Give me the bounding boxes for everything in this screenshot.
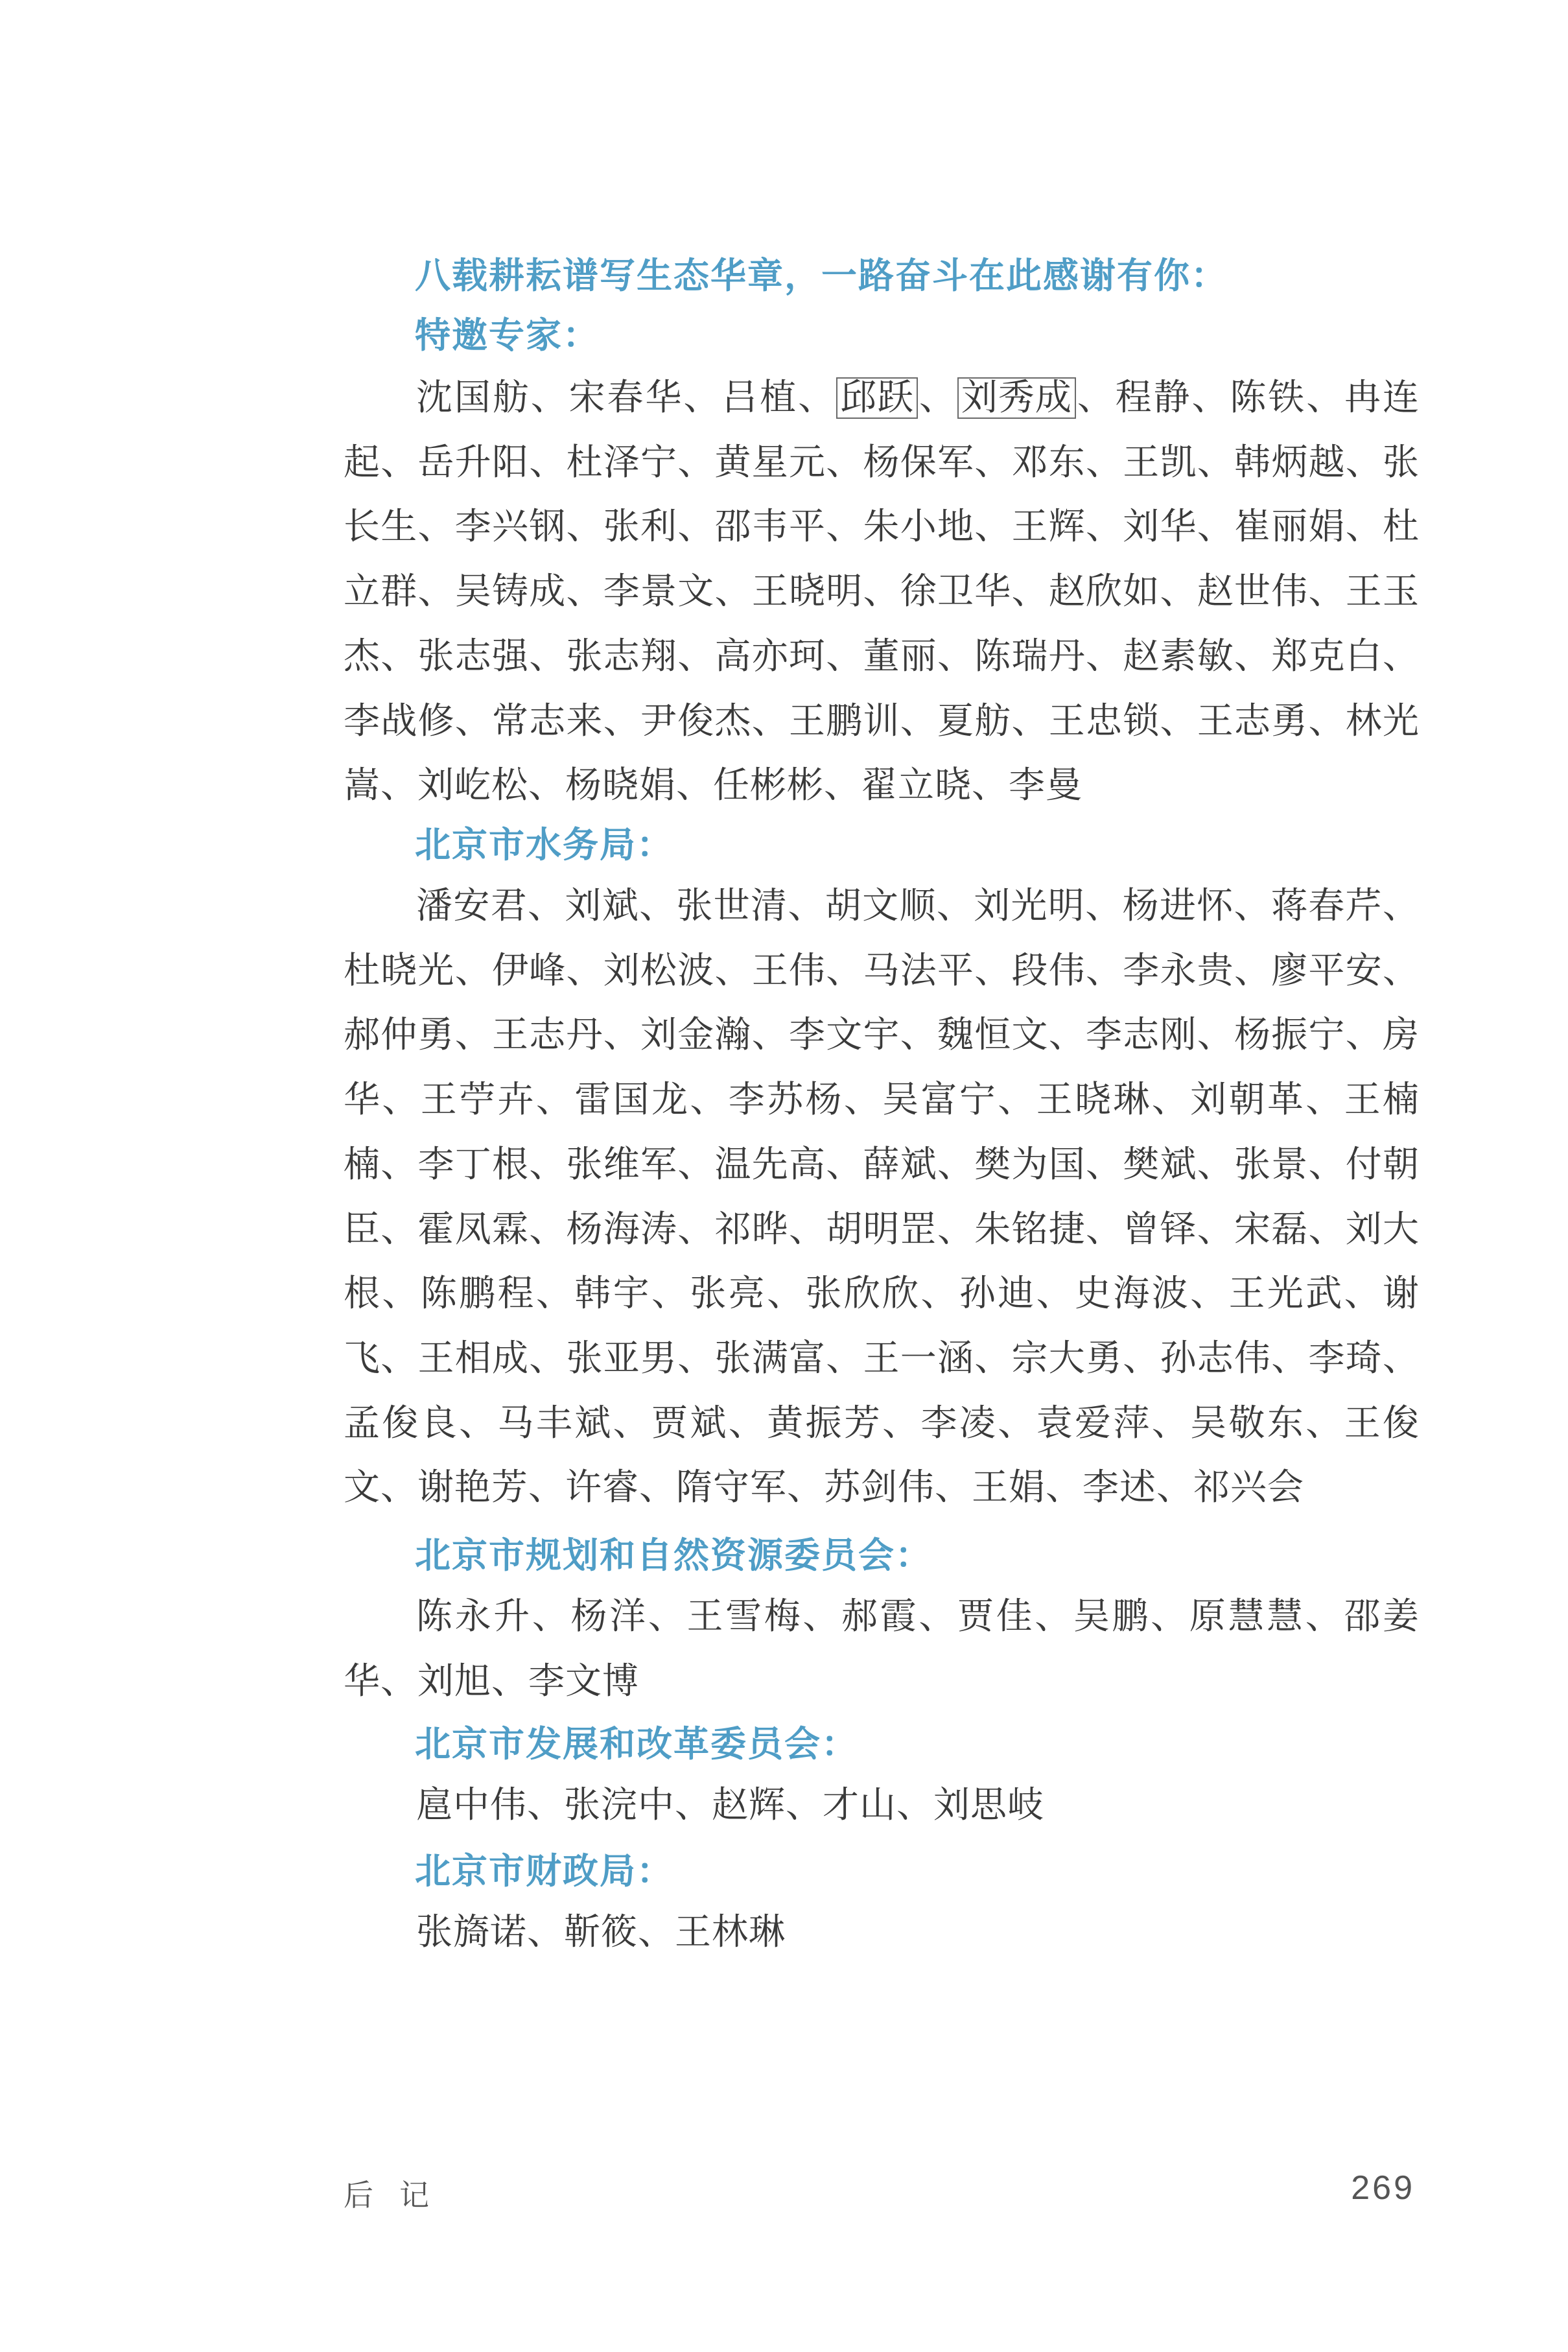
experts-names-part2: 、程静、陈铁、冉连起、岳升阳、杜泽宁、黄星元、杨保军、邓东、王凯、韩炳越、张长生、李兴钢、张利、邵韦平、朱小地、王辉、刘华、崔丽娟、杜立群、吴铸成、李景文、王晓明、徐卫华、赵欣如、赵世伟、王玉杰、张志强、张志翔、高亦珂、董丽、陈瑞丹、赵素敏、郑克白、李战修、常志来、尹俊杰、王鹏训、夏舫、王忠锁、王志勇、林光嵩、刘屹松、杨晓娟、任彬彬、翟立晓、李曼: [344, 377, 1420, 807]
section-heading-experts: 特邀专家：: [415, 314, 600, 356]
boxed-name-2: 刘秀成: [957, 377, 1076, 419]
section-heading-planning-commission: 北京市规划和自然资源委员会：: [415, 1535, 933, 1576]
section-heading-finance-bureau: 北京市财政局：: [415, 1850, 674, 1892]
intro-heading: 八载耕耘谱写生态华章，一路奋斗在此感谢有你：: [415, 255, 1228, 296]
planning-commission-names: 陈永升、杨洋、王雪梅、郝霞、贾佳、吴鹏、原慧慧、邵姜华、刘旭、李文博: [344, 1595, 1420, 1702]
boxed-name-1: 邱跃: [836, 377, 918, 419]
water-authority-names: 潘安君、刘斌、张世清、胡文顺、刘光明、杨进怀、蒋春芹、杜晓光、伊峰、刘松波、王伟、马法平、段伟、李永贵、廖平安、郝仲勇、王志丹、刘金瀚、李文宇、魏恒文、李志刚、杨振宁、房华、王苧卉、雷国龙、李苏杨、吴富宁、王晓琳、刘朝革、王楠楠、李丁根、张维军、温先高、薛斌、樊为国、樊斌、张景、付朝臣、霍凤霖、杨海涛、祁晔、胡明罡、朱铭捷、曾铎、宋磊、刘大根、陈鹏程、韩宇、张亮、张欣欣、孙迪、史海波、王光武、谢飞、王相成、张亚男、张满富、王一涵、宗大勇、孙志伟、李琦、孟俊良、马丰斌、贾斌、黄振芳、李凌、袁爱萍、吴敬东、王俊文、谢艳芳、许睿、隋守军、苏剑伟、王娟、李述、祁兴会: [344, 885, 1420, 1509]
experts-names: [344, 366, 1420, 818]
development-commission-names: 扈中伟、张浣中、赵辉、才山、刘思岐: [416, 1784, 1044, 1826]
page-number: 269: [1351, 2169, 1415, 2207]
finance-bureau-names: 张旖诺、靳筱、王林琳: [416, 1911, 786, 1953]
section-heading-water-authority: 北京市水务局：: [415, 824, 674, 865]
experts-names-part1: 沈国舫、宋春华、吕植、: [416, 377, 836, 419]
section-heading-development-commission: 北京市发展和改革委员会：: [415, 1723, 859, 1765]
boxed-separator: 、: [918, 377, 957, 419]
footer-section-title: 后记: [344, 2178, 455, 2213]
